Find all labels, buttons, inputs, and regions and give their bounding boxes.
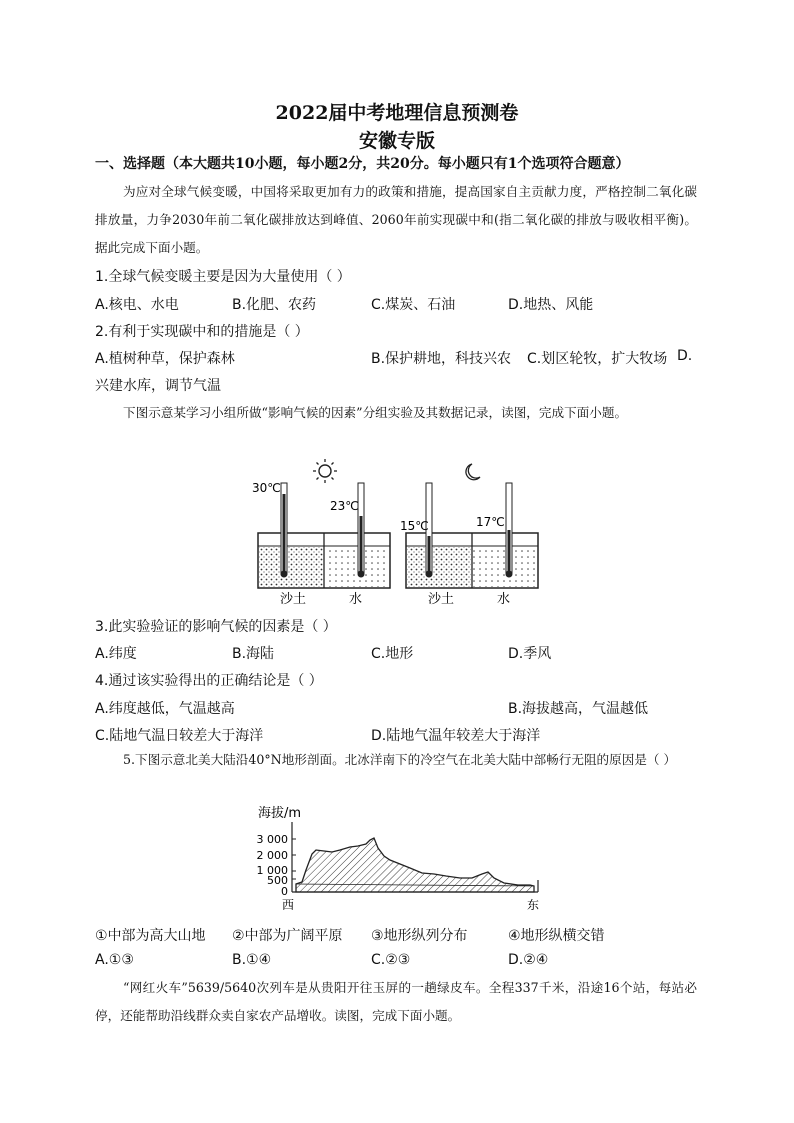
q4-option-a: A.纬度越低，气温越高	[95, 701, 235, 717]
q5-statement-2: ②中部为广阔平原	[232, 928, 343, 944]
q2-option-b: B.保护耕地，科技兴农	[371, 351, 512, 367]
night-sand-temp: 15℃	[400, 519, 429, 533]
q2-option-a: A.植树种草，保护森林	[95, 351, 235, 367]
tick-1000: 1 000	[256, 864, 288, 877]
night-water-temp: 17℃	[476, 515, 505, 529]
q4-option-b: B.海拔越高，气温越低	[508, 701, 649, 717]
q3-option-c: C.地形	[371, 646, 414, 662]
day-sand-temp: 30℃	[252, 481, 281, 495]
tick-500: 500	[267, 874, 288, 887]
q5-statement-1: ①中部为高大山地	[95, 928, 206, 944]
q4-option-c: C.陆地气温日较差大于海洋	[95, 728, 264, 744]
day-sand-label: 沙土	[280, 592, 307, 607]
q1-stem: 1.全球气候变暖主要是因为大量使用（ ）	[95, 269, 351, 285]
q1-option-d: D.地热、风能	[508, 297, 594, 313]
q5-stem: 5.下图示意北美大陆沿40°N地形剖面。北冰洋南下的冷空气在北美大陆中部畅行无阻的原因是（ ）	[123, 752, 677, 767]
tick-2000: 2 000	[256, 849, 288, 862]
experiment-figure	[250, 458, 550, 608]
profile-y-label: 海拔/m	[258, 806, 302, 821]
page-subtitle: 安徽专版	[358, 130, 435, 152]
day-water-temp: 23℃	[330, 499, 359, 513]
q2-option-d: 兴建水库，调节气温	[95, 378, 221, 394]
tick-3000: 3 000	[256, 833, 288, 846]
moon-icon	[466, 464, 480, 480]
q5-statement-3: ③地形纵列分布	[371, 928, 468, 944]
q4-option-d: D.陆地气温年较差大于海洋	[371, 728, 541, 744]
tick-0: 0	[281, 885, 288, 898]
intro-paragraph-1: 为应对全球气候变暖，中国将采取更加有力的政策和措施，提高国家自主贡献力度，严格控制二氧化碳排放量，力争2030年前二氧化碳排放达到峰值、2060年前实现碳中和(指二氧化碳的排放与吸收相平衡)。据此完成下面小题。	[95, 184, 697, 255]
section-heading: 一、选择题（本大题共10小题，每小题2分，共20分。每小题只有1个选项符合题意）	[95, 156, 630, 172]
q3-option-d: D.季风	[508, 646, 552, 662]
q2-stem: 2.有利于实现碳中和的措施是（ ）	[95, 324, 309, 340]
night-water-label: 水	[497, 592, 511, 607]
q5-option-a: A.①③	[95, 952, 134, 968]
day-water-label: 水	[349, 592, 363, 607]
q3-option-a: A.纬度	[95, 646, 137, 662]
night-sand-label: 沙土	[428, 592, 455, 607]
intro-paragraph-3: “网红火车”5639/5640次列车是从贵阳开往玉屏的一趟绿皮车。全程337千米，沿途16个站，每站必停，还能帮助沿线群众卖自家农产品增收。读图，完成下面小题。	[95, 980, 697, 1023]
q4-stem: 4.通过该实验得出的正确结论是（ ）	[95, 673, 323, 689]
q1-option-b: B.化肥、农药	[232, 297, 317, 313]
q5-option-b: B.①④	[232, 952, 272, 968]
night-tank	[406, 483, 538, 588]
q2-option-d-letter: D.	[677, 348, 693, 364]
profile-west-label: 西	[282, 898, 295, 912]
profile-east-label: 东	[527, 898, 540, 912]
q5-option-c: C.②③	[371, 952, 411, 968]
day-tank	[258, 483, 390, 588]
intro-paragraph-2: 下图示意某学习小组所做“影响气候的因素”分组实验及其数据记录，读图，完成下面小题。	[123, 405, 628, 420]
q5-statement-4: ④地形纵横交错	[508, 928, 605, 944]
q1-option-c: C.煤炭、石油	[371, 297, 456, 313]
q3-option-b: B.海陆	[232, 646, 275, 662]
q2-option-c: C.划区轮牧，扩大牧场	[527, 351, 668, 367]
terrain-profile-figure	[250, 800, 550, 915]
sun-icon	[313, 459, 337, 483]
q5-option-d: D.②④	[508, 952, 549, 968]
page-title: 2022届中考地理信息预测卷	[275, 102, 519, 124]
q3-stem: 3.此实验验证的影响气候的因素是（ ）	[95, 619, 337, 635]
q1-option-a: A.核电、水电	[95, 297, 179, 313]
